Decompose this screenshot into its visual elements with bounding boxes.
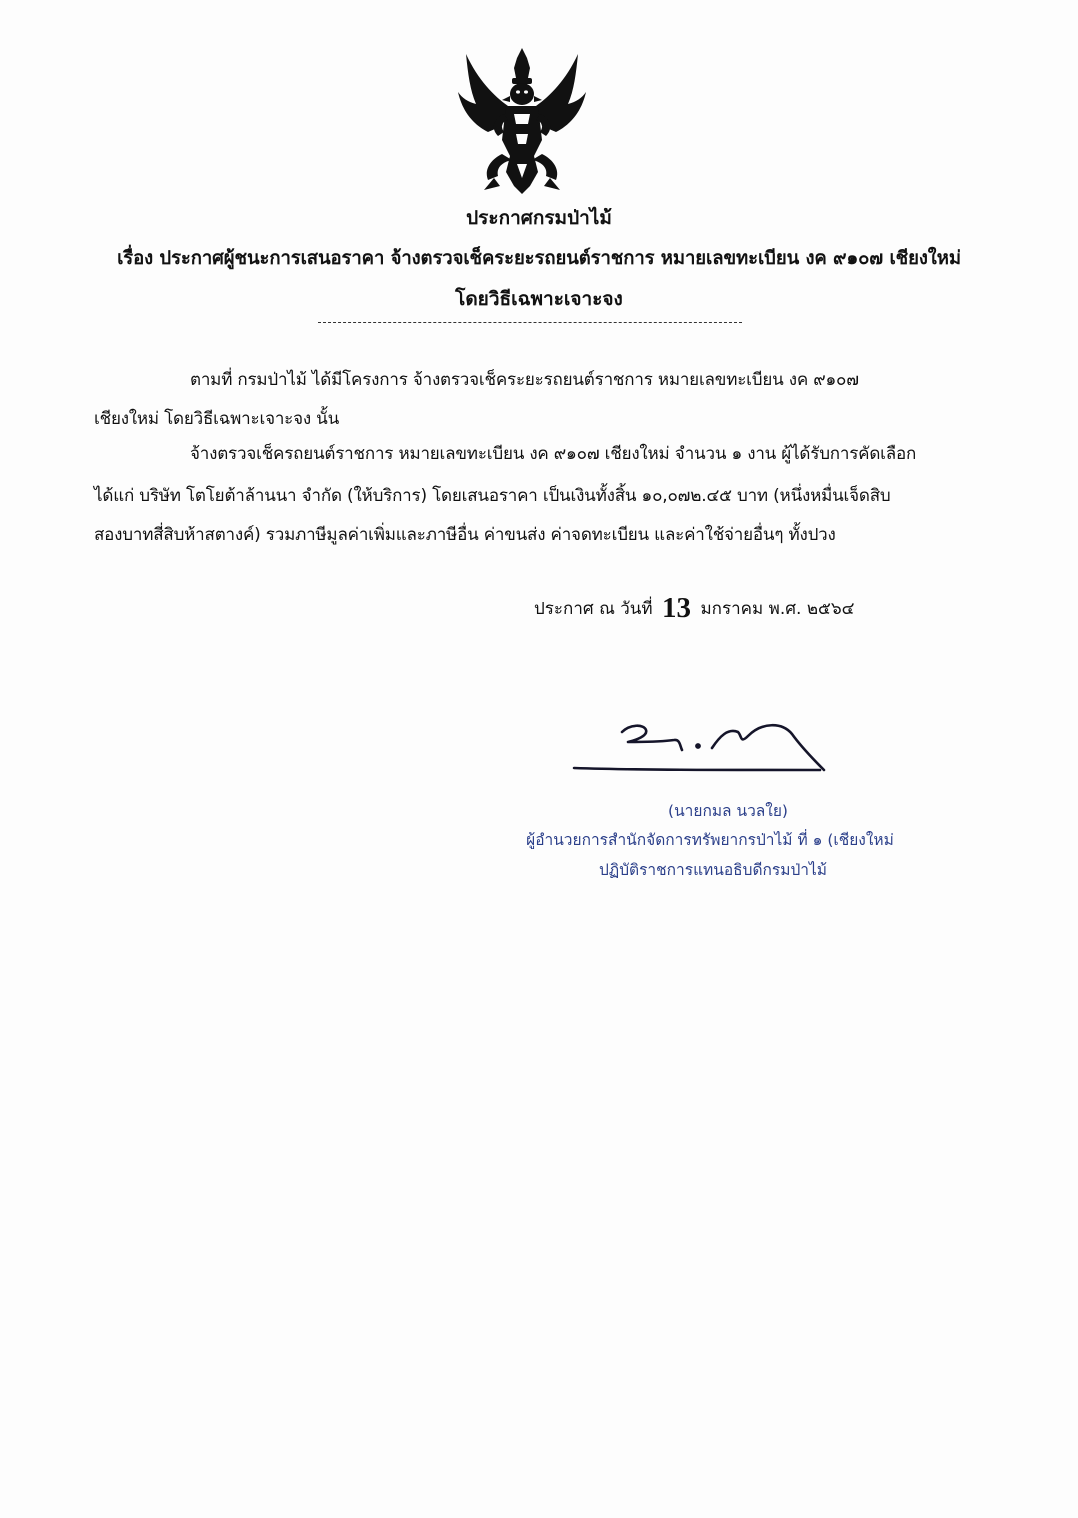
announcement-title: ประกาศกรมป่าไม้ xyxy=(466,207,612,229)
signatory-name: (นายกมล นวลใย) xyxy=(668,802,788,820)
paragraph-2-line-1: จ้างตรวจเช็ครถยนต์ราชการ หมายเลขทะเบียน งค ๙๑๐๗ เชียงใหม่ จำนวน ๑ งาน ผู้ได้รับการคัดเลือก xyxy=(190,444,917,464)
signatory-acting-position: ปฏิบัติราชการแทนอธิบดีกรมป่าไม้ xyxy=(598,861,828,879)
announcement-date xyxy=(534,592,855,625)
garuda-emblem-icon xyxy=(454,44,590,200)
signatory-position: ผู้อำนวยการสำนักจัดการทรัพยากรป่าไม้ ที่ ๑ (เชียงใหม่ xyxy=(526,831,894,849)
handwritten-signature-icon xyxy=(570,706,840,786)
date-suffix: มกราคม พ.ศ. ๒๕๖๔ xyxy=(700,599,855,619)
announcement-subject-line2: โดยวิธีเฉพาะเจาะจง xyxy=(455,288,623,310)
announcement-subject: เรื่อง ประกาศผู้ชนะการเสนอราคา จ้างตรวจเช็คระยะรถยนต์ราชการ หมายเลขทะเบียน งค ๙๑๐๗ เชียงใหม่ xyxy=(117,248,961,269)
date-day: 13 xyxy=(662,592,692,624)
paragraph-1-line-2: เชียงใหม่ โดยวิธีเฉพาะเจาะจง นั้น xyxy=(94,409,340,429)
paragraph-2-line-3: สองบาทสี่สิบห้าสตางค์) รวมภาษีมูลค่าเพิ่มและภาษีอื่น ค่าขนส่ง ค่าจดทะเบียน และค่าใช้จ่ายอื่นๆ ทั้งปวง xyxy=(94,525,836,545)
date-prefix: ประกาศ ณ วันที่ xyxy=(534,599,653,619)
separator-line xyxy=(318,322,742,323)
paragraph-2-line-2: ได้แก่ บริษัท โตโยต้าล้านนา จำกัด (ให้บริการ) โดยเสนอราคา เป็นเงินทั้งสิ้น ๑๐,๐๗๒.๔๕ บาท (หนึ่งหมื่นเจ็ดสิบ xyxy=(94,486,891,506)
paragraph-1-line-1: ตามที่ กรมป่าไม้ ได้มีโครงการ จ้างตรวจเช็คระยะรถยนต์ราชการ หมายเลขทะเบียน งค ๙๑๐๗ xyxy=(190,370,859,390)
